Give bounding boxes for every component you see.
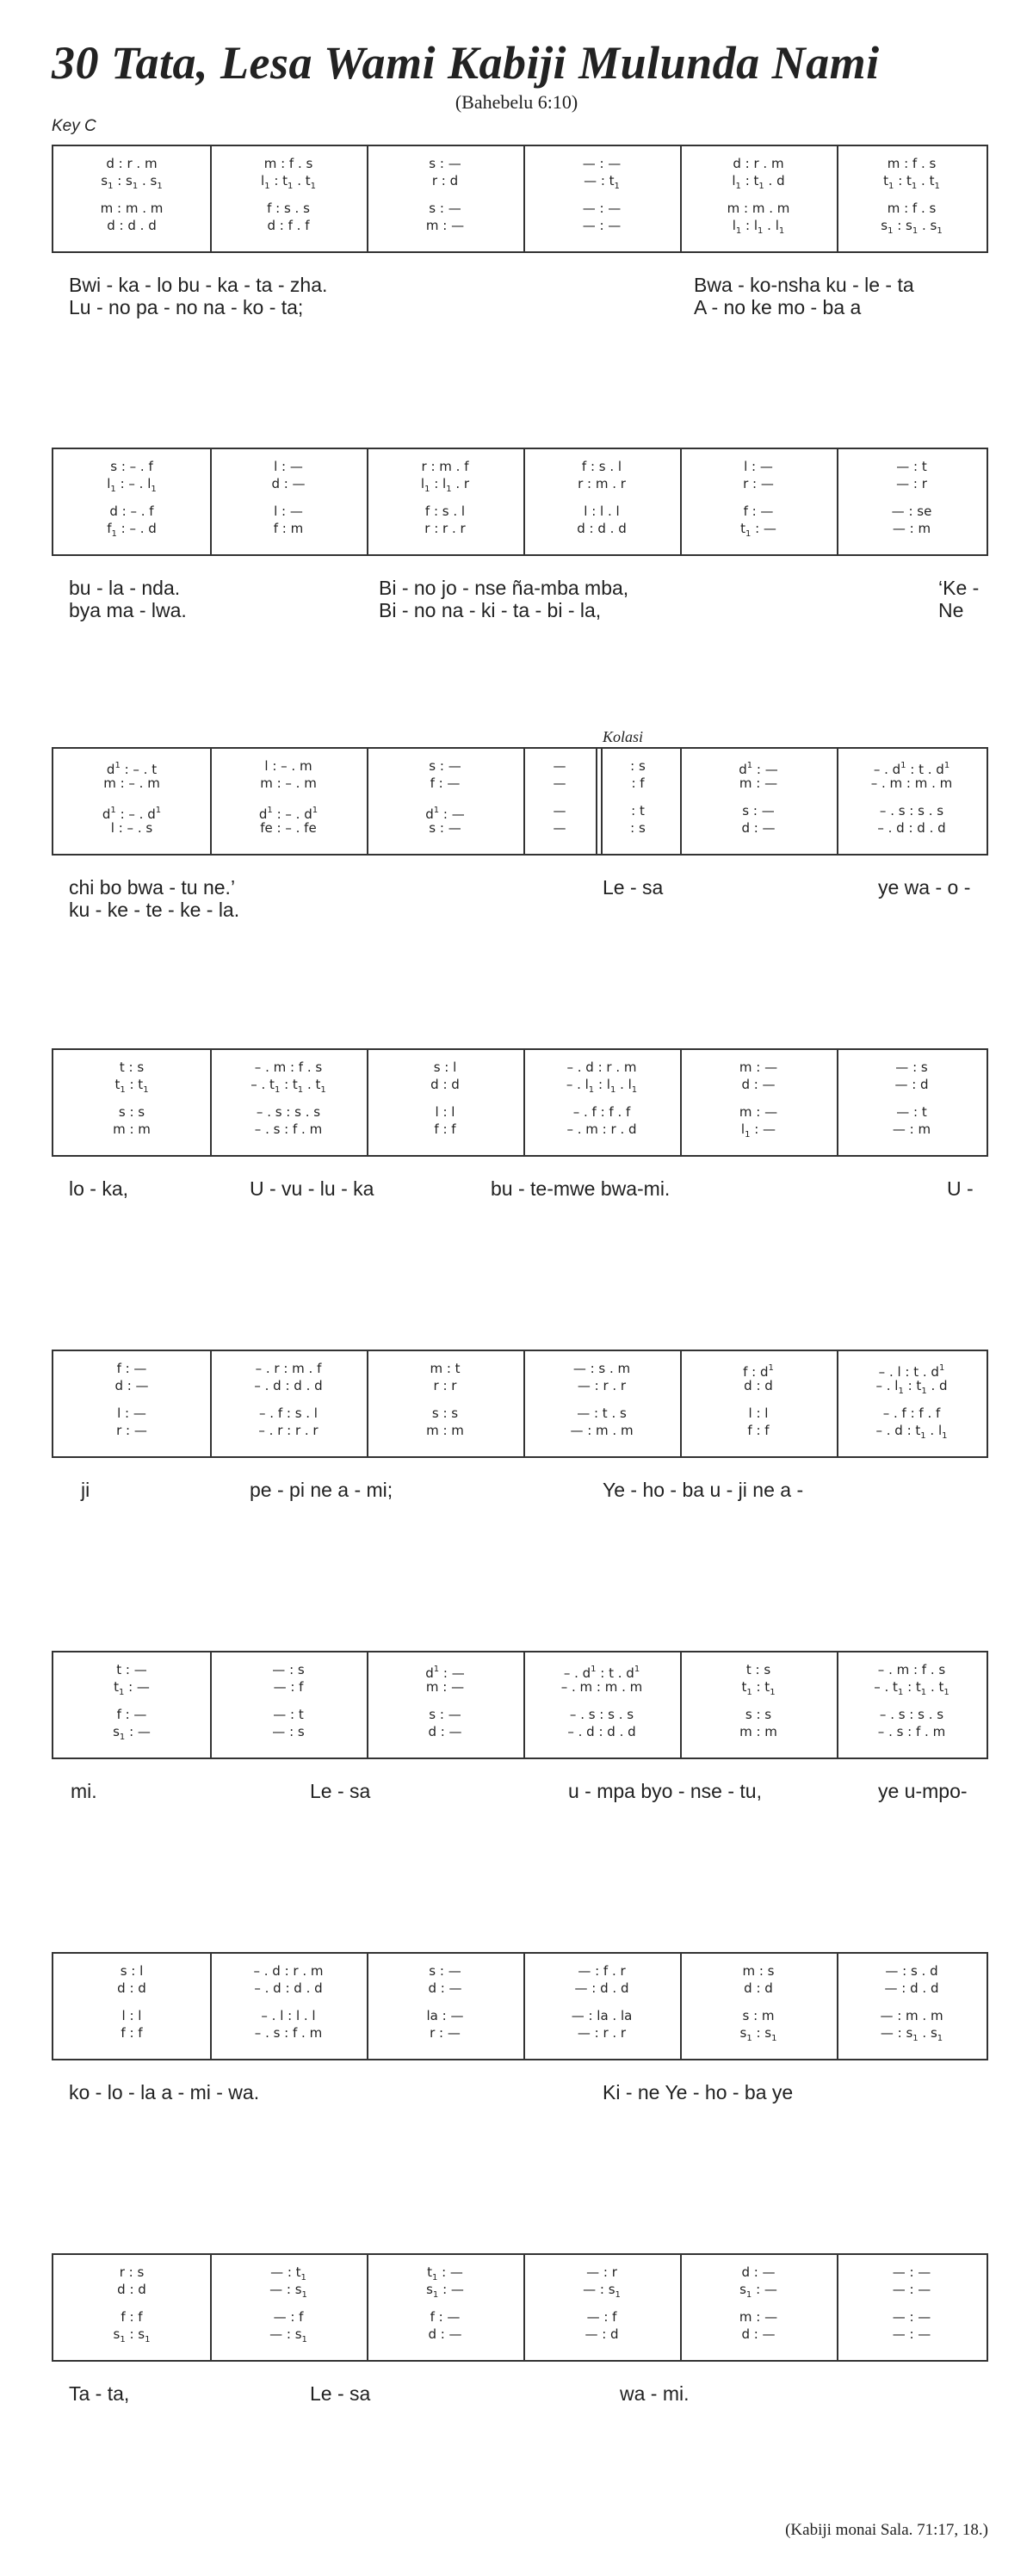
note-cell: $l_1$ : $t_1$ . d bbox=[732, 173, 785, 191]
note-cell: s : — bbox=[429, 758, 461, 774]
note-cell: — : $s_1$ bbox=[269, 2326, 307, 2344]
note-cell: d : — bbox=[741, 820, 776, 836]
lyric-line bbox=[52, 2382, 988, 2424]
voice-row bbox=[53, 757, 987, 775]
note-cell: d : — bbox=[741, 2264, 776, 2280]
lyric-segment: Ye - ho - ba u - ji ne a - bbox=[603, 1479, 804, 1501]
note-cell: d : – . f bbox=[109, 503, 154, 519]
staff-box bbox=[52, 1952, 988, 2060]
note-cell: f : m bbox=[273, 521, 304, 536]
note-cell: d : — bbox=[271, 476, 306, 491]
note-cell: — bbox=[553, 758, 566, 774]
note-cell: — : s bbox=[272, 1662, 305, 1677]
note-cell: r : r bbox=[433, 1378, 457, 1393]
note-cell: — : r . r bbox=[577, 2025, 627, 2041]
note-cell: $d^1$ : – . t bbox=[106, 761, 158, 777]
note-cell: – . d : r . m bbox=[253, 1963, 324, 1979]
staff-box bbox=[52, 448, 988, 556]
note-cell: s : s bbox=[118, 1104, 145, 1120]
lyric-segment: Le - sa bbox=[310, 2382, 371, 2405]
note-cell: — : — bbox=[892, 2309, 931, 2325]
lyric-segment: ye wa - o - bbox=[878, 876, 971, 899]
note-cell: – . s : f . m bbox=[254, 2025, 323, 2041]
note-cell: f : — bbox=[430, 775, 461, 791]
note-cell: $l_1$ : – . $l_1$ bbox=[107, 476, 157, 494]
staff-box bbox=[52, 2253, 988, 2362]
note-cell: — : — bbox=[582, 201, 622, 216]
note-cell: – . $d^1$ : t . $d^1$ bbox=[873, 761, 950, 777]
note-cell: m : — bbox=[739, 1059, 778, 1075]
note-cell: — : m . m bbox=[880, 2008, 943, 2023]
note-cell: m : — bbox=[739, 1104, 778, 1120]
note-cell: l : — bbox=[274, 503, 303, 519]
note-cell: d : — bbox=[741, 1077, 776, 1092]
scripture-reference: (Bahebelu 6:10) bbox=[455, 91, 578, 113]
voice-row bbox=[53, 475, 987, 492]
note-cell: m : — bbox=[739, 775, 778, 791]
lyric-segment: ‘Ke - bbox=[938, 577, 980, 599]
note-cell: t : — bbox=[116, 1662, 147, 1677]
note-cell: f : s . l bbox=[581, 459, 622, 474]
note-cell: – . $d^1$ : t . $d^1$ bbox=[563, 1665, 640, 1681]
lyric-segment: ji bbox=[81, 1479, 90, 1501]
note-cell: — : — bbox=[582, 156, 622, 171]
voice-row bbox=[53, 1405, 987, 1422]
lyric-segment: u - mpa byo - nse - tu, bbox=[568, 1780, 762, 1802]
note-cell: m : – . m bbox=[260, 775, 317, 791]
note-cell: s : — bbox=[429, 820, 461, 836]
note-cell: d : — bbox=[114, 1378, 149, 1393]
song-title: 30 Tata, Lesa Wami Kabiji Mulunda Nami bbox=[52, 37, 880, 89]
note-cell: — : $s_1$ . $s_1$ bbox=[880, 2025, 943, 2043]
note-cell: — : m bbox=[892, 1121, 931, 1137]
voice-row bbox=[53, 1360, 987, 1380]
note-cell: m : m . m bbox=[100, 201, 164, 216]
music-system bbox=[52, 1350, 988, 1608]
lyric-segment: pe - pi ne a - mi; bbox=[250, 1479, 393, 1501]
note-cell: s : — bbox=[742, 803, 775, 819]
note-cell: r : s bbox=[119, 2264, 145, 2280]
note-cell: – . d : d . d bbox=[877, 820, 946, 836]
lyric-segment: bu - te-mwe bwa-mi. bbox=[491, 1177, 671, 1200]
voice-row bbox=[53, 2326, 987, 2343]
note-cell: : s bbox=[630, 758, 646, 774]
note-cell: m : t bbox=[430, 1361, 461, 1376]
note-cell: – . d : r . m bbox=[566, 1059, 637, 1075]
lyric-line bbox=[52, 1479, 988, 1520]
note-cell: $t_1$ : — bbox=[427, 2264, 463, 2283]
voice-row bbox=[53, 503, 987, 520]
voice-row bbox=[53, 1980, 987, 1997]
note-cell: m : s bbox=[742, 1963, 775, 1979]
note-cell: $s_1$ : $s_1$ . $s_1$ bbox=[101, 173, 163, 191]
music-system bbox=[52, 2253, 988, 2511]
note-cell: f : $d^1$ bbox=[743, 1363, 774, 1380]
note-cell: f : — bbox=[116, 1361, 147, 1376]
note-cell: m : m bbox=[739, 1724, 777, 1739]
note-cell: – . f : f . f bbox=[572, 1104, 631, 1120]
note-cell: — : d . d bbox=[574, 1980, 629, 1996]
note-cell: – . s : f . m bbox=[877, 1724, 946, 1739]
voice-row bbox=[53, 1076, 987, 1093]
note-cell: — bbox=[553, 803, 566, 819]
note-cell: r : — bbox=[430, 2025, 461, 2041]
note-cell: – . l : t . $d^1$ bbox=[878, 1363, 945, 1380]
lyric-segment: wa - mi. bbox=[620, 2382, 690, 2405]
note-cell: $s_1$ : $s_1$ . $s_1$ bbox=[881, 218, 943, 236]
note-cell: – . $l_1$ : $l_1$ . $l_1$ bbox=[566, 1077, 638, 1095]
lyric-segment: Ne bbox=[938, 599, 964, 621]
staff-box bbox=[52, 1651, 988, 1759]
footnote: (Kabiji monai Sala. 71:17, 18.) bbox=[785, 2521, 988, 2539]
note-cell: $f_1$ : – . d bbox=[107, 521, 157, 539]
voice-row bbox=[53, 1962, 987, 1980]
lyric-segment: ku - ke - te - ke - la. bbox=[69, 899, 240, 921]
note-cell: s : – . f bbox=[110, 459, 153, 474]
note-cell: – . d : d . d bbox=[254, 1378, 323, 1393]
note-cell: — : $s_1$ bbox=[583, 2282, 621, 2300]
voice-row bbox=[53, 775, 987, 792]
lyric-segment: chi bo bwa - tu ne.’ bbox=[69, 876, 236, 899]
note-cell: r : d bbox=[431, 173, 459, 188]
note-cell: $t_1$ : — bbox=[740, 521, 776, 539]
note-cell: s : s bbox=[745, 1707, 772, 1722]
note-cell: — : — bbox=[892, 2264, 931, 2280]
lyric-segment: ko - lo - la a - mi - wa. bbox=[69, 2081, 260, 2103]
note-cell: $d^1$ : – . $d^1$ bbox=[258, 806, 319, 822]
voice-row bbox=[53, 2308, 987, 2326]
lyric-segment: U - bbox=[947, 1177, 974, 1200]
voice-row bbox=[53, 819, 987, 837]
note-cell: $t_1$ : — bbox=[114, 1679, 150, 1697]
lyric-line bbox=[52, 1780, 988, 1821]
note-cell: f : — bbox=[743, 503, 774, 519]
lyric-segment: bya ma - lwa. bbox=[69, 599, 187, 621]
note-cell: $t_1$ : $t_1$ . $t_1$ bbox=[883, 173, 940, 191]
note-cell: — : t . s bbox=[577, 1405, 627, 1421]
note-cell: – . m : m . m bbox=[560, 1679, 643, 1695]
note-cell: — : — bbox=[892, 2282, 931, 2297]
note-cell: $s_1$ : — bbox=[739, 2282, 777, 2300]
note-cell: – . m : f . s bbox=[877, 1662, 946, 1677]
note-cell: f : f bbox=[747, 1423, 770, 1438]
note-cell: – . l : l . l bbox=[261, 2008, 316, 2023]
note-cell: s : — bbox=[429, 1963, 461, 1979]
note-cell: – . r : m . f bbox=[255, 1361, 322, 1376]
note-cell: – . m : r . d bbox=[566, 1121, 637, 1137]
voice-row bbox=[53, 1706, 987, 1723]
note-cell: – . m : f . s bbox=[254, 1059, 323, 1075]
note-cell: — : f bbox=[273, 1679, 304, 1695]
lyric-segment: U - vu - lu - ka bbox=[250, 1177, 374, 1200]
note-cell: : s bbox=[630, 820, 646, 836]
lyric-segment: Bwa - ko-nsha ku - le - ta bbox=[694, 274, 914, 296]
note-cell: d : d bbox=[430, 1077, 460, 1092]
note-cell: l : — bbox=[744, 459, 773, 474]
note-cell: r : m . r bbox=[578, 476, 626, 491]
note-cell: — : — bbox=[892, 2326, 931, 2342]
note-cell: — : f . r bbox=[578, 1963, 626, 1979]
lyric-segment: Bi - no na - ki - ta - bi - la, bbox=[379, 599, 602, 621]
note-cell: — : r bbox=[586, 2264, 617, 2280]
note-cell: — : r bbox=[896, 476, 927, 491]
note-cell: $s_1$ : — bbox=[113, 1724, 151, 1742]
lyric-segment: Le - sa bbox=[310, 1780, 371, 1802]
note-cell: m : m . m bbox=[727, 201, 790, 216]
note-cell: — : f bbox=[273, 2309, 304, 2325]
note-cell: t : s bbox=[745, 1662, 771, 1677]
note-cell: m : f . s bbox=[887, 201, 937, 216]
note-cell: — : $t_1$ bbox=[270, 2264, 306, 2283]
note-cell: — : s . d bbox=[885, 1963, 938, 1979]
note-cell: $s_1$ : $s_1$ bbox=[739, 2025, 777, 2043]
note-cell: s : — bbox=[429, 201, 461, 216]
note-cell: d : — bbox=[428, 1980, 462, 1996]
note-cell: — : t bbox=[896, 459, 927, 474]
note-cell: fe : – . fe bbox=[260, 820, 317, 836]
note-cell: f : — bbox=[116, 1707, 147, 1722]
note-cell: l : – . s bbox=[110, 820, 153, 836]
note-cell: s : l bbox=[433, 1059, 457, 1075]
voice-row bbox=[53, 2264, 987, 2281]
note-cell: l : — bbox=[274, 459, 303, 474]
note-cell: m : f . s bbox=[263, 156, 313, 171]
note-cell: — : f bbox=[586, 2309, 617, 2325]
staff-box bbox=[52, 145, 988, 253]
note-cell: l : l bbox=[748, 1405, 769, 1421]
note-cell: $d^1$ : — bbox=[739, 761, 778, 777]
voice-row bbox=[53, 217, 987, 234]
note-cell: : f bbox=[631, 775, 645, 791]
note-cell: f : s . l bbox=[424, 503, 466, 519]
note-cell: $l_1$ : $l_1$ . $l_1$ bbox=[732, 218, 785, 236]
note-cell: d : — bbox=[428, 1724, 462, 1739]
voice-row bbox=[53, 172, 987, 189]
lyric-segment: ye u-mpo- bbox=[878, 1780, 968, 1802]
music-system bbox=[52, 1048, 988, 1307]
voice-row bbox=[53, 1422, 987, 1439]
note-cell: $l_1$ : $l_1$ . r bbox=[420, 476, 470, 494]
note-cell: m : m bbox=[426, 1423, 464, 1438]
note-cell: f : f bbox=[121, 2309, 143, 2325]
lyric-line bbox=[52, 296, 988, 337]
music-system bbox=[52, 1952, 988, 2210]
note-cell: $d^1$ : — bbox=[425, 806, 465, 822]
note-cell: — : — bbox=[582, 218, 622, 233]
note-cell: d : — bbox=[428, 2326, 462, 2342]
note-cell: f : s . s bbox=[267, 201, 310, 216]
note-cell: $l_1$ : $t_1$ . $t_1$ bbox=[261, 173, 316, 191]
note-cell: — : t bbox=[896, 1104, 927, 1120]
note-cell: – . s : s . s bbox=[879, 803, 944, 819]
note-cell: t : s bbox=[119, 1059, 145, 1075]
staff-box bbox=[52, 747, 988, 856]
note-cell: – . m : m . m bbox=[870, 775, 953, 791]
note-cell: $s_1$ : — bbox=[426, 2282, 464, 2300]
note-cell: — : r . r bbox=[577, 1378, 627, 1393]
voice-row bbox=[53, 2007, 987, 2024]
lyric-line bbox=[52, 2081, 988, 2122]
voice-row bbox=[53, 1377, 987, 1394]
lyric-segment: A - no ke mo - ba a bbox=[694, 296, 862, 318]
note-cell: — : $s_1$ bbox=[269, 2282, 307, 2300]
voice-row bbox=[53, 2024, 987, 2042]
lyric-segment: Bwi - ka - lo bu - ka - ta - zha. bbox=[69, 274, 328, 296]
note-cell: – . d : $t_1$ . $l_1$ bbox=[875, 1423, 948, 1441]
voice-row bbox=[53, 1121, 987, 1138]
note-cell: d : — bbox=[741, 2326, 776, 2342]
note-cell: $t_1$ : $t_1$ bbox=[114, 1077, 149, 1095]
note-cell: l : l . l bbox=[584, 503, 620, 519]
lyric-segment: mi. bbox=[71, 1780, 97, 1802]
note-cell: — bbox=[553, 820, 566, 836]
lyric-segment: lo - ka, bbox=[69, 1177, 129, 1200]
note-cell: s : l bbox=[120, 1963, 144, 1979]
voice-row bbox=[53, 1723, 987, 1740]
note-cell: — : t bbox=[273, 1707, 304, 1722]
voice-row bbox=[53, 1103, 987, 1121]
note-cell: — : se bbox=[891, 503, 932, 519]
note-cell: – . f : f . f bbox=[882, 1405, 941, 1421]
lyric-segment: Ta - ta, bbox=[69, 2382, 130, 2405]
lyric-segment: Ki - ne Ye - ho - ba ye bbox=[603, 2081, 794, 2103]
note-cell: m : — bbox=[739, 2309, 778, 2325]
voice-row bbox=[53, 1661, 987, 1681]
note-cell: r : r . r bbox=[424, 521, 466, 536]
note-cell: d : r . m bbox=[733, 156, 784, 171]
note-cell: $l_1$ : — bbox=[740, 1121, 776, 1140]
voice-row bbox=[53, 1678, 987, 1696]
note-cell: – . $l_1$ : $t_1$ . d bbox=[875, 1378, 948, 1396]
note-cell: l : l bbox=[121, 2008, 142, 2023]
note-cell: l : – . m bbox=[264, 758, 312, 774]
note-cell: — : $t_1$ bbox=[584, 173, 620, 191]
note-cell: d : d bbox=[117, 2282, 146, 2297]
note-cell: d : d bbox=[744, 1980, 773, 1996]
note-cell: — : s bbox=[895, 1059, 928, 1075]
lyric-segment: bu - la - nda. bbox=[69, 577, 181, 599]
note-cell: r : m . f bbox=[421, 459, 469, 474]
note-cell: la : — bbox=[426, 2008, 464, 2023]
music-system bbox=[52, 145, 988, 403]
note-cell: m : f . s bbox=[887, 156, 937, 171]
note-cell: — : m bbox=[892, 521, 931, 536]
note-cell: r : — bbox=[743, 476, 774, 491]
lyric-line bbox=[52, 1177, 988, 1219]
lyric-segment: Lu - no pa - no na - ko - ta; bbox=[69, 296, 304, 318]
music-system bbox=[52, 728, 988, 1005]
note-cell: l : l bbox=[435, 1104, 455, 1120]
note-cell: – . s : s . s bbox=[879, 1707, 944, 1722]
note-cell: — : s bbox=[272, 1724, 305, 1739]
voice-row bbox=[53, 1059, 987, 1076]
note-cell: – . $t_1$ : $t_1$ . $t_1$ bbox=[251, 1077, 326, 1095]
note-cell: — : la . la bbox=[571, 2008, 633, 2023]
note-cell: — : m . m bbox=[570, 1423, 634, 1438]
note-cell: — : d bbox=[894, 1077, 929, 1092]
note-cell: – . s : s . s bbox=[256, 1104, 321, 1120]
note-cell: m : – . m bbox=[103, 775, 160, 791]
note-cell: f : f bbox=[434, 1121, 456, 1137]
voice-row bbox=[53, 802, 987, 822]
voice-row bbox=[53, 520, 987, 537]
note-cell: $d^1$ : – . $d^1$ bbox=[102, 806, 162, 822]
chorus-label: Kolasi bbox=[603, 728, 644, 745]
staff-box bbox=[52, 1350, 988, 1458]
note-cell: r : — bbox=[116, 1423, 147, 1438]
voice-row bbox=[53, 200, 987, 217]
note-cell: s : m bbox=[742, 2008, 775, 2023]
note-cell: s : — bbox=[429, 156, 461, 171]
key-signature: Key C bbox=[52, 117, 96, 135]
note-cell: – . r : r . r bbox=[258, 1423, 319, 1438]
note-cell: — : d bbox=[585, 2326, 619, 2342]
note-cell: – . d : d . d bbox=[254, 1980, 323, 1996]
note-cell: — : s . m bbox=[572, 1361, 631, 1376]
note-cell: d : d . d bbox=[107, 218, 157, 233]
note-cell: — : d . d bbox=[884, 1980, 939, 1996]
music-system bbox=[52, 1651, 988, 1909]
lyric-line bbox=[52, 599, 988, 640]
music-system bbox=[52, 448, 988, 706]
note-cell: l : — bbox=[117, 1405, 146, 1421]
staff-box bbox=[52, 1048, 988, 1157]
note-cell: m : — bbox=[425, 218, 465, 233]
note-cell: – . $t_1$ : $t_1$ . $t_1$ bbox=[874, 1679, 949, 1697]
note-cell: s : — bbox=[429, 1707, 461, 1722]
note-cell: d : d bbox=[117, 1980, 146, 1996]
note-cell: m : m bbox=[113, 1121, 151, 1137]
note-cell: f : — bbox=[430, 2309, 461, 2325]
note-cell: d : r . m bbox=[106, 156, 158, 171]
voice-row bbox=[53, 155, 987, 172]
note-cell: s : s bbox=[431, 1405, 459, 1421]
note-cell: $d^1$ : — bbox=[425, 1665, 465, 1681]
note-cell: d : d bbox=[744, 1378, 773, 1393]
note-cell: f : f bbox=[121, 2025, 143, 2041]
voice-row bbox=[53, 2281, 987, 2298]
note-cell: – . s : s . s bbox=[569, 1707, 634, 1722]
note-cell: $s_1$ : $s_1$ bbox=[113, 2326, 151, 2344]
note-cell: m : — bbox=[425, 1679, 465, 1695]
lyric-segment: Le - sa bbox=[603, 876, 664, 899]
note-cell: – . s : f . m bbox=[254, 1121, 323, 1137]
voice-row bbox=[53, 458, 987, 475]
note-cell: d : f . f bbox=[267, 218, 310, 233]
note-cell: : t bbox=[631, 803, 645, 819]
note-cell: – . d : d . d bbox=[567, 1724, 636, 1739]
lyric-line bbox=[52, 899, 988, 940]
note-cell: d : d . d bbox=[577, 521, 627, 536]
note-cell: — bbox=[553, 775, 566, 791]
lyric-segment: Bi - no jo - nse ña-mba mba, bbox=[379, 577, 629, 599]
note-cell: – . f : s . l bbox=[259, 1405, 318, 1421]
note-cell: $t_1$ : $t_1$ bbox=[741, 1679, 776, 1697]
